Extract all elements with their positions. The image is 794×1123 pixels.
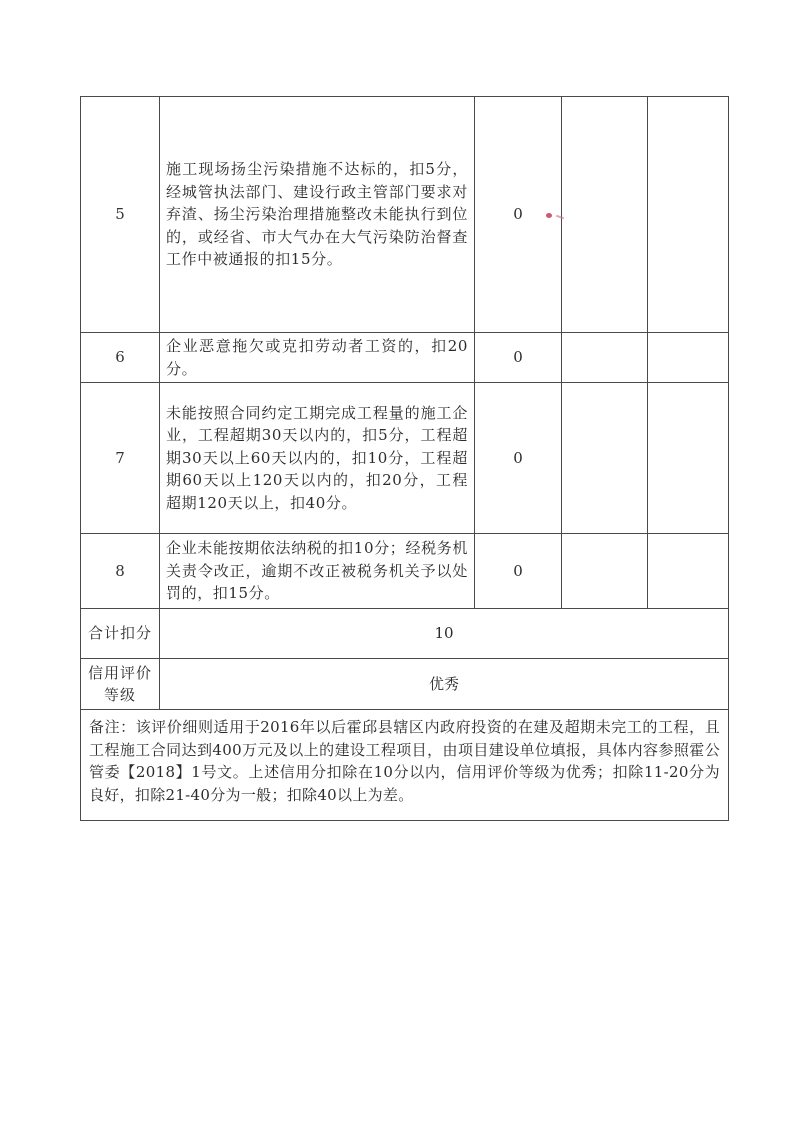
grade-value: 优秀 bbox=[160, 659, 729, 710]
red-stamp-mark bbox=[546, 213, 552, 218]
row-description: 企业未能按期依法纳税的扣10分；经税务机关责令改正，逾期不改正被税务机关予以处罚的，扣15分。 bbox=[160, 534, 475, 609]
empty-cell bbox=[648, 383, 729, 534]
empty-cell bbox=[648, 97, 729, 333]
empty-cell bbox=[562, 534, 648, 609]
row-score: 0 bbox=[475, 534, 562, 609]
row-description: 未能按照合同约定工期完成工程量的施工企业，工程超期30天以内的，扣5分，工程超期30天以上60天以内的，扣10分，工程超期60天以上120天以内的，扣20分，工程超期120天以上，扣40分。 bbox=[160, 383, 475, 534]
row-description: 施工现场扬尘污染措施不达标的，扣5分，经城管执法部门、建设行政主管部门要求对弃渣、扬尘污染治理措施整改未能执行到位的，或经省、市大气办在大气污染防治督查工作中被通报的扣15分。 bbox=[160, 97, 475, 333]
table-row-7 bbox=[81, 383, 729, 534]
row-score: 0 bbox=[475, 333, 562, 383]
evaluation-table bbox=[80, 96, 729, 821]
total-value: 10 bbox=[160, 609, 729, 659]
empty-cell bbox=[562, 383, 648, 534]
row-number: 7 bbox=[81, 383, 160, 534]
remarks-note: 备注：该评价细则适用于2016年以后霍邱县辖区内政府投资的在建及超期未完工的工程，且工程施工合同达到400万元及以上的建设工程项目，由项目建设单位填报，具体内容参照霍公管委【2018】1号文。上述信用分扣除在10分以内，信用评价等级为优秀；扣除11-20分为良好，扣除21-40分为一般；扣除40以上为差。 bbox=[81, 710, 729, 821]
empty-cell bbox=[562, 97, 648, 333]
grade-label: 信用评价等级 bbox=[81, 659, 160, 710]
empty-cell bbox=[562, 333, 648, 383]
row-score: 0 bbox=[475, 97, 562, 333]
row-number: 6 bbox=[81, 333, 160, 383]
total-row bbox=[81, 609, 729, 659]
row-description: 企业恶意拖欠或克扣劳动者工资的，扣20分。 bbox=[160, 333, 475, 383]
empty-cell bbox=[648, 534, 729, 609]
total-label: 合计扣分 bbox=[81, 609, 160, 659]
row-score: 0 bbox=[475, 383, 562, 534]
row-number: 8 bbox=[81, 534, 160, 609]
grade-row bbox=[81, 659, 729, 710]
row-number: 5 bbox=[81, 97, 160, 333]
table-row-8 bbox=[81, 534, 729, 609]
empty-cell bbox=[648, 333, 729, 383]
table-row-6 bbox=[81, 333, 729, 383]
table-row-5 bbox=[81, 97, 729, 333]
note-row bbox=[81, 710, 729, 821]
